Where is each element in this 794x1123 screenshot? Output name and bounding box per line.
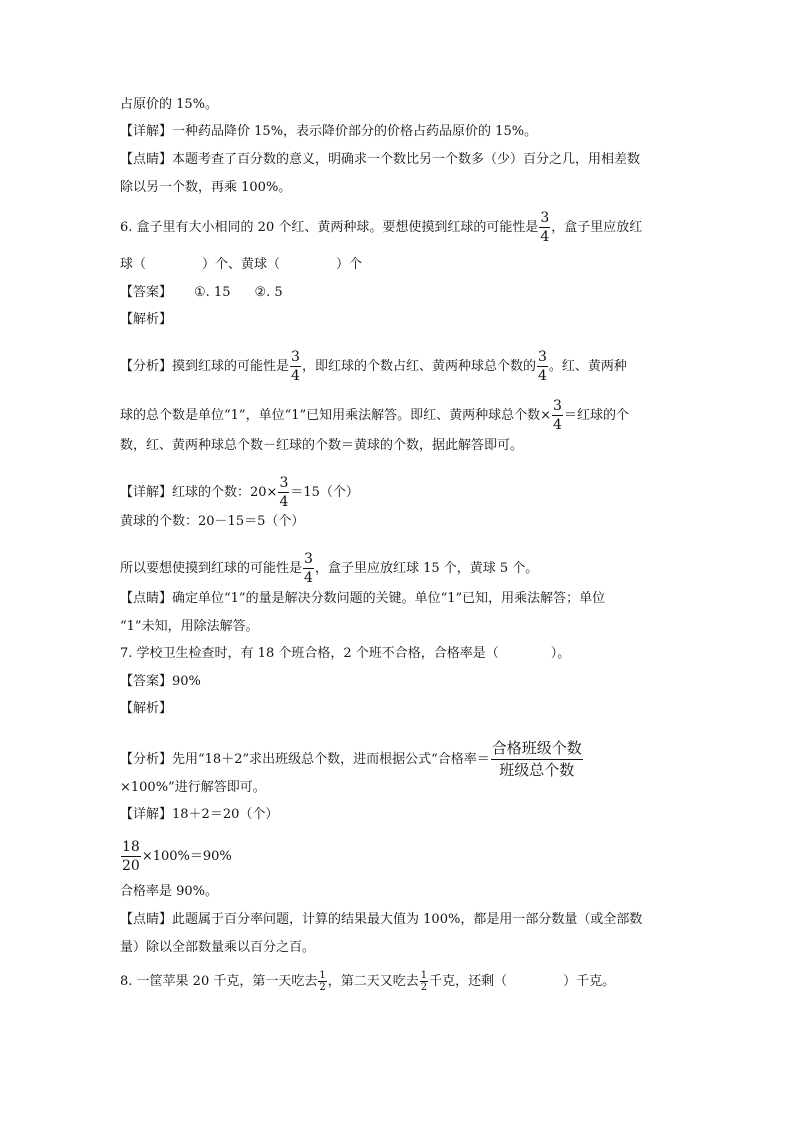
detail-line: 黄球的个数：20－15＝5（个） <box>120 514 305 529</box>
analysis-label: 【分析】 <box>120 359 173 374</box>
question-6-line: 6. 盒子里有大小相同的 20 个红、黄两种球。要想使摸到红球的可能性是 $\frac{3}{4}$ ，盒子里应放红 <box>120 210 643 245</box>
remark-tag: 【点睛】 <box>120 591 173 606</box>
remark-line: 量）除以全部数量乘以百分之百。 <box>120 940 316 955</box>
detail-line: 【详解】18＋2＝20（个） <box>120 807 279 822</box>
remark-line: 【点睛】此题属于百分率问题，计算的结果最大值为 100%，都是用一部分数量（或全部数 <box>120 912 643 927</box>
detail-line: 【详解】红球的个数：20× $\frac{3}{4}$ ＝15（个） <box>120 475 359 510</box>
detail-tag: 【详解】 <box>120 124 173 139</box>
fraction-one-half: $\frac{1}{2}$ <box>420 970 428 993</box>
fraction-three-quarters: $\frac{3}{4}$ <box>553 398 562 433</box>
remark-text: 本题考查了百分数的意义，明确求一个数比另一个数多（少）百分之几，用相差数 <box>172 152 641 167</box>
text-line: 除以另一个数，再乘 100%。 <box>120 180 292 195</box>
detail-line: 所以要想使摸到红球的可能性是 $\frac{3}{4}$ ，盒子里应放红球 15 个，黄球 5 个。 <box>120 551 539 586</box>
answer-line <box>120 285 283 301</box>
remark-tag: 【点睛】 <box>120 152 173 167</box>
question-6-text: 6. 盒子里有大小相同的 20 个红、黄两种球。要想使摸到红球的可能性是 <box>120 220 539 235</box>
text-line <box>120 152 640 168</box>
analysis-label: 【分析】 <box>120 752 173 767</box>
analysis-tag: 【解析】 <box>120 701 173 716</box>
question-6-blanks: 球（ ）个、黄球（ ）个 <box>120 257 363 272</box>
answer-tag: 【答案】 <box>120 285 173 300</box>
remark-line: “1”未知，用除法解答。 <box>120 619 259 634</box>
detail-tag: 【详解】 <box>120 485 173 500</box>
answer-value: ②. 5 <box>254 285 283 300</box>
answer-line <box>120 674 201 690</box>
remark-tag: 【点睛】 <box>120 912 173 927</box>
fraction-18-20: $\frac{18}{20}$ <box>122 839 140 874</box>
analysis-line: 数，红、黄两种球总个数－红球的个数＝黄球的个数，据此解答即可。 <box>120 438 524 453</box>
remark-line: 【点睛】确定单位“1”的量是解决分数问题的关键。单位“1”已知，用乘法解答；单位 <box>120 591 606 606</box>
fraction-three-quarters: $\frac{3}{4}$ <box>540 210 550 245</box>
detail-text: 一种药品降价 15%，表示降价部分的价格占药品原价的 15%。 <box>172 124 538 139</box>
fraction-three-quarters: $\frac{3}{4}$ <box>537 349 547 384</box>
fraction-three-quarters: $\frac{3}{4}$ <box>291 349 300 384</box>
analysis-line: 【分析】先用“18＋2”求出班级总个数，进而根据公式“合格率＝ $\frac{\text{合格班级个数}}{\text{班级总个数}}$ <box>120 739 582 779</box>
answer-value: 90% <box>172 674 201 689</box>
fraction-three-quarters: $\frac{3}{4}$ <box>279 475 289 510</box>
answer-tag: 【答案】 <box>120 674 173 689</box>
answer-value: ①. 15 <box>194 285 231 300</box>
analysis-line: ×100%”进行解答即可。 <box>120 780 266 795</box>
question-8-line: 8. 一筐苹果 20 千克，第一天吃去 $\frac{1}{2}$ ，第二天又吃去 $\frac{1}{2}$ 千克，还剩（ ）千克。 <box>120 970 616 993</box>
fraction-one-half: $\frac{1}{2}$ <box>319 970 326 993</box>
analysis-line: 球的总个数是单位“1”，单位“1”已知用乘法解答。即红、黄两种球总个数× $\frac{3}{4}$ ＝红球的个 <box>120 398 629 433</box>
analysis-tag: 【解析】 <box>120 312 173 327</box>
question-7-line: 7. 学校卫生检查时，有 18 个班合格，2 个班不合格，合格率是（ ）。 <box>120 646 571 661</box>
detail-tag: 【详解】 <box>120 807 173 822</box>
text-line <box>120 124 537 140</box>
detail-line: 合格率是 90%。 <box>120 884 219 899</box>
fraction-rate-formula: $\frac{\text{合格班级个数}}{\text{班级总个数}}$ <box>491 739 582 779</box>
detail-line: $\frac{18}{20}$ ×100%＝90% <box>122 839 232 874</box>
text-line: 占原价的 15%。 <box>120 97 219 112</box>
fraction-three-quarters: $\frac{3}{4}$ <box>304 551 313 586</box>
analysis-line: 【分析】摸到红球的可能性是 $\frac{3}{4}$ ，即红球的个数占红、黄两种球总个数的 $\frac{3}{4}$ 。红、黄两种 <box>120 349 627 384</box>
